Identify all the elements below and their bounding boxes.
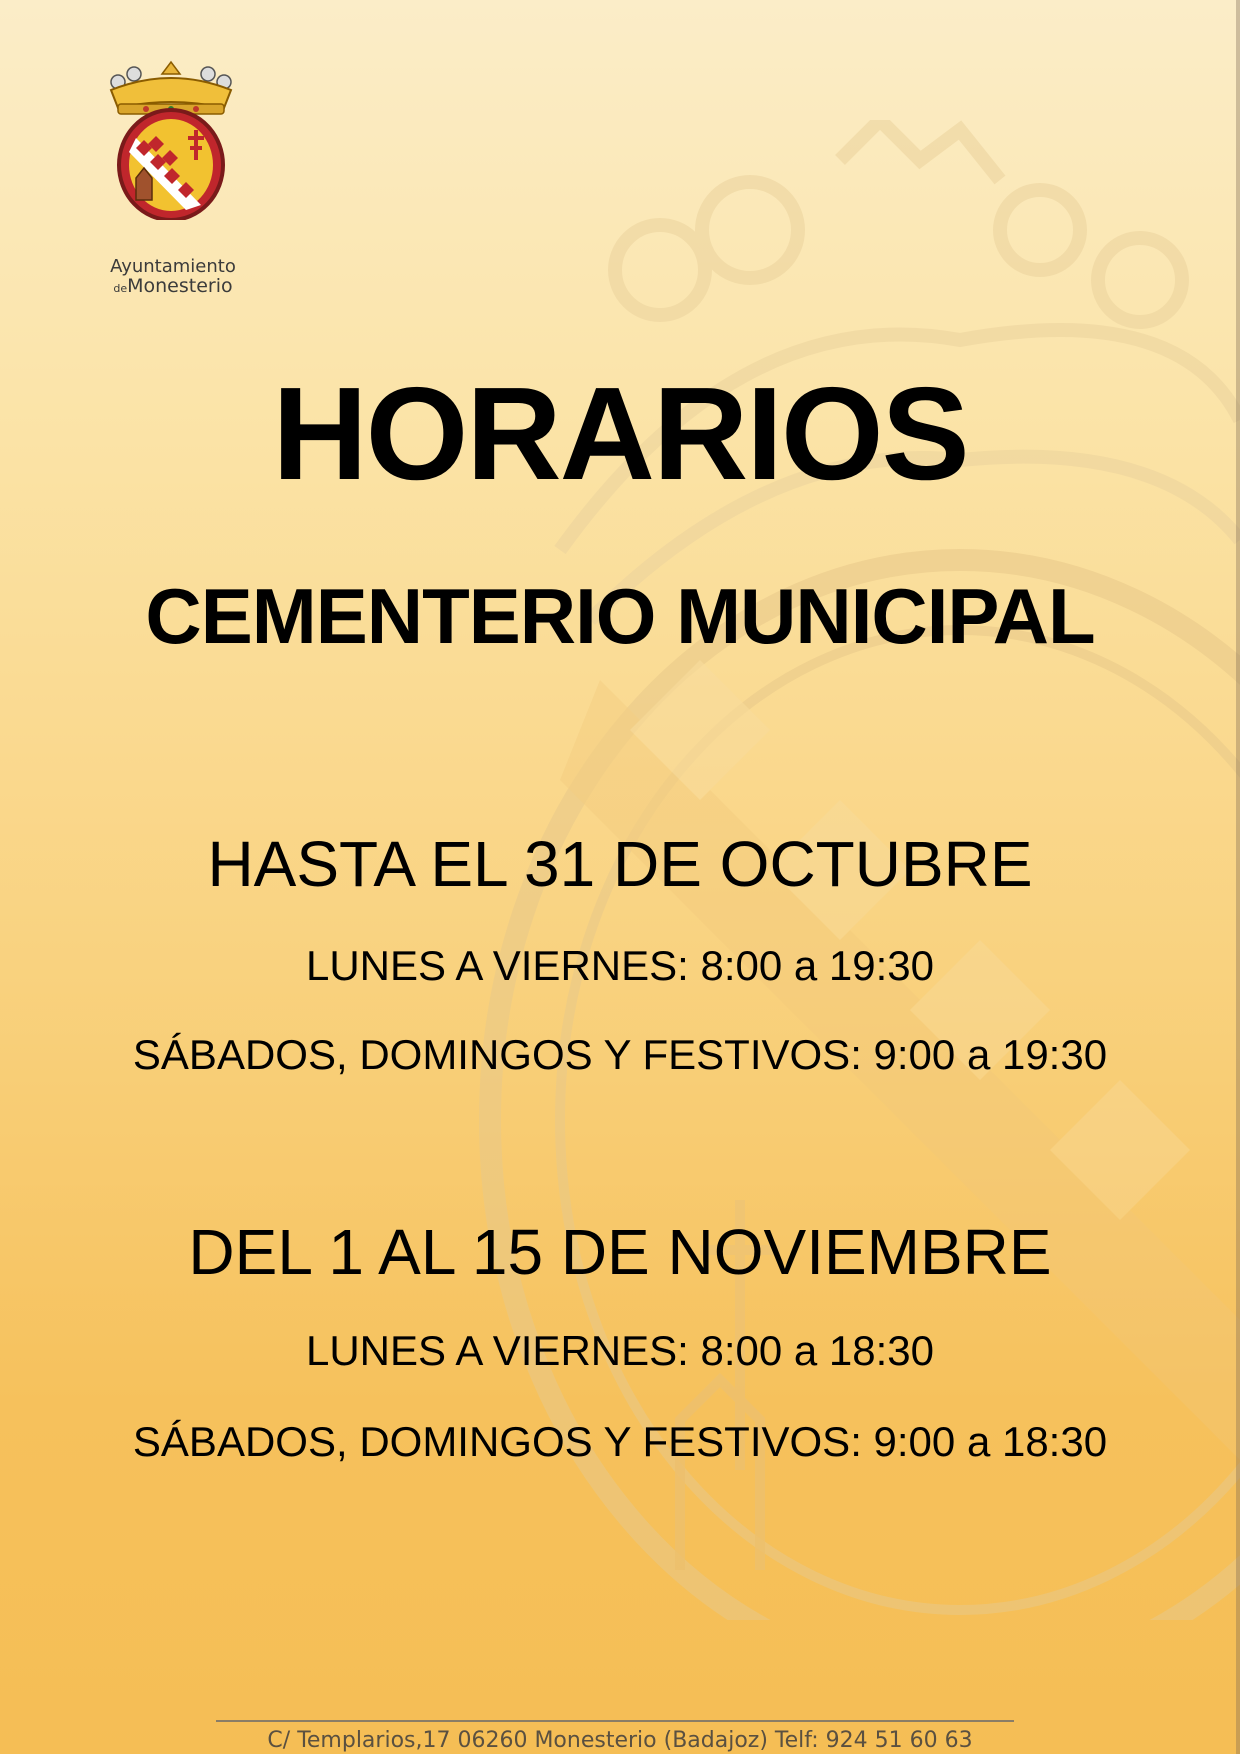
period-heading: DEL 1 AL 15 DE NOVIEMBRE — [188, 1216, 1052, 1288]
page-title: HORARIOS — [272, 360, 968, 507]
logo-line-2-name: Monesterio — [127, 274, 233, 297]
logo-line-1: Ayuntamiento — [110, 256, 236, 277]
schedule-weekends: SÁBADOS, DOMINGOS Y FESTIVOS: 9:00 a 18:30 — [132, 1418, 1108, 1465]
logo-line-2-prefix: de — [113, 281, 128, 295]
coat-of-arms-icon — [96, 60, 246, 220]
schedule-weekends: SÁBADOS, DOMINGOS Y FESTIVOS: 9:00 a 19:30 — [132, 1031, 1108, 1078]
schedule-weekdays: LUNES A VIERNES: 8:00 a 18:30 — [305, 1327, 935, 1374]
logo-line-2 — [88, 274, 258, 297]
footer-divider — [216, 1720, 1014, 1722]
footer-address: C/ Templarios,17 06260 Monesterio (Badajoz) Telf: 924 51 60 63 — [267, 1728, 973, 1753]
page-subtitle: CEMENTERIO MUNICIPAL — [145, 572, 1095, 660]
period-heading: HASTA EL 31 DE OCTUBRE — [207, 828, 1033, 900]
logo-caption — [88, 258, 258, 297]
schedule-weekdays: LUNES A VIERNES: 8:00 a 19:30 — [305, 942, 935, 989]
